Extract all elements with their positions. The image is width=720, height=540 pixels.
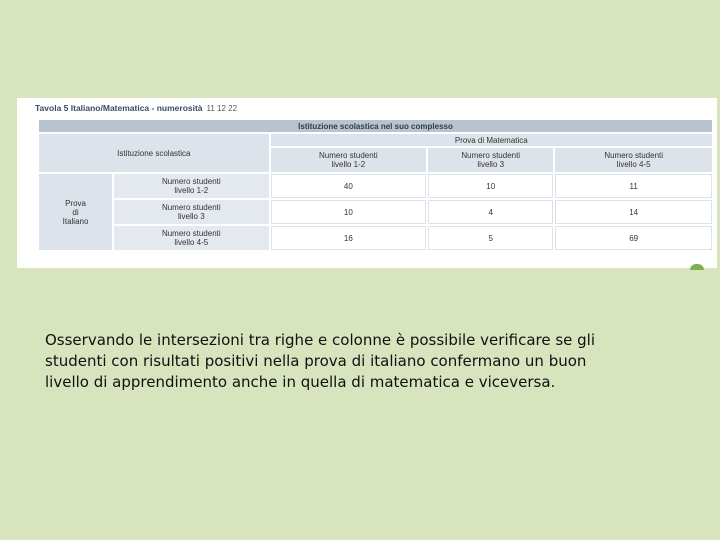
table-cell: 14 [555,200,712,224]
table-cell: 11 [555,174,712,198]
table-cell: 10 [271,200,427,224]
table-cell: 5 [428,226,553,250]
row-group-label: Prova di Italiano [39,174,112,250]
table-cell: 4 [428,200,553,224]
column-header: Numero studenti livello 4-5 [555,148,712,172]
table-cell: 40 [271,174,427,198]
band-header: Istituzione scolastica nel suo complesso [39,120,712,132]
table-cell: 16 [271,226,427,250]
column-header: Numero studenti livello 3 [428,148,553,172]
row-label: Numero studenti livello 4-5 [114,226,269,250]
table-title [35,103,237,113]
column-group-header: Prova di Matematica [271,134,712,146]
table-title-text: Tavola 5 Italiano/Matematica - numerosità [35,103,203,113]
crosstab-table [37,118,714,252]
column-header: Numero studenti livello 1-2 [271,148,427,172]
table-cell: 10 [428,174,553,198]
table-screenshot [17,98,717,268]
table-cell: 69 [555,226,712,250]
row-group-header: Istituzione scolastica [39,134,269,172]
caption-text: Osservando le intersezioni tra righe e colonne è possibile verificare se gli studenti con risultati positivi nella prova di italiano confermano un buon livello di apprendimento anche in quella di matematica e viceversa. [45,331,596,391]
row-label: Numero studenti livello 1-2 [114,174,269,198]
table-title-ids: 11 12 22 [206,104,238,113]
row-label: Numero studenti livello 3 [114,200,269,224]
leaf-decoration [690,264,704,270]
